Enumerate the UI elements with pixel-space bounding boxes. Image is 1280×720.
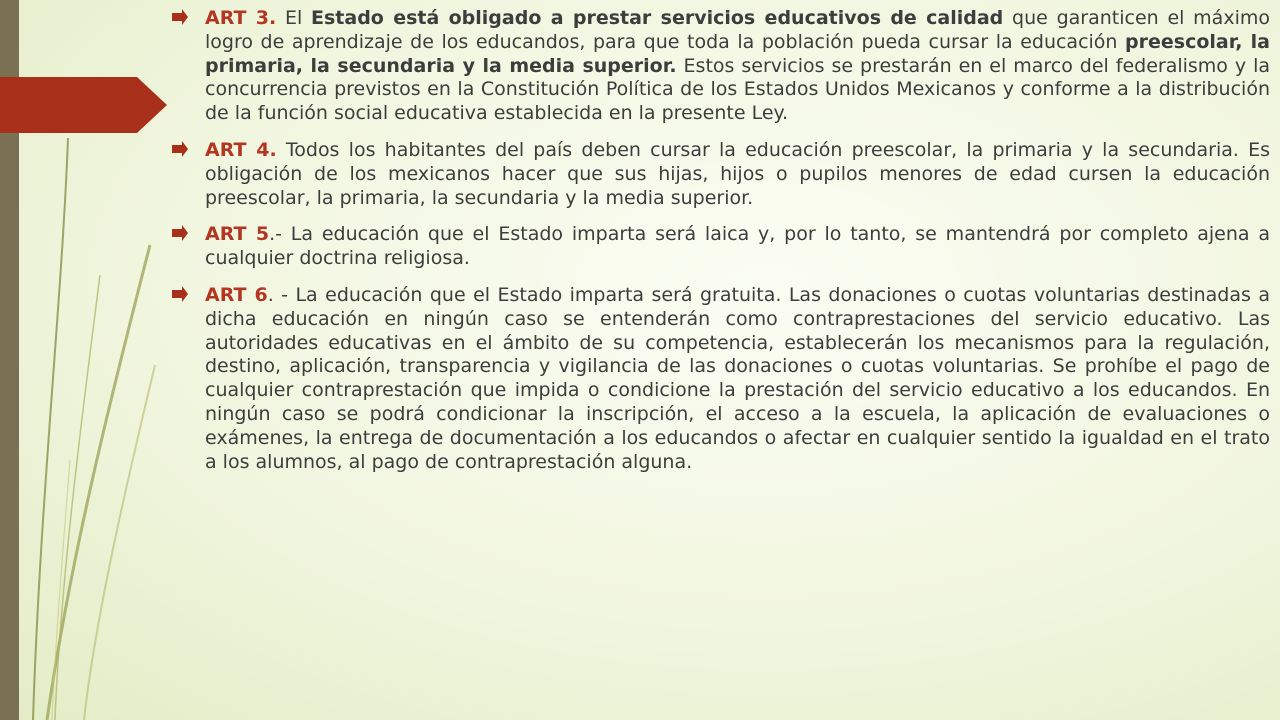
arrow-bullet-icon <box>172 225 188 241</box>
article-item <box>172 139 1270 210</box>
article-label: ART 3. <box>205 7 277 29</box>
article-body: que garanticen el máximo logro de aprendizaje de los educandos, para que toda la población pueda cursar la educación <box>205 7 1270 53</box>
articles-list <box>172 7 1270 474</box>
article-emphasis: Estado está obligado a prestar servicios educativos de calidad <box>311 7 1004 29</box>
decorative-strands <box>0 0 180 720</box>
article-body: .- La educación que el Estado imparta será laica y, por lo tanto, se mantendrá por completo ajena a cualquier doctrina religiosa. <box>205 223 1270 270</box>
arrow-bullet-icon <box>172 9 188 25</box>
article-text <box>205 7 1270 124</box>
article-body: El <box>276 7 312 29</box>
article-item <box>172 223 1270 271</box>
article-label: ART 4. <box>205 138 277 161</box>
article-item <box>172 284 1270 474</box>
arrow-bullet-icon <box>172 286 188 302</box>
article-body: Estos servicios se prestarán en el marco del federalismo y la concurrencia previstos en la Constitución Política de los Estados Unidos Mexicanos y conforme a la distribución de la función social educativa establecida en la presente Ley. <box>205 54 1270 125</box>
arrow-bullet-icon <box>172 141 188 157</box>
article-body: Todos los habitantes del país deben cursar la educación preescolar, la primaria y la secundaria. Es obligación de los mexicanos hacer que sus hijas, hijos o pupilos menores de edad cursen la educación preescolar, la primaria, la secundaria y la media superior. <box>205 138 1271 209</box>
article-text <box>205 284 1270 473</box>
article-label: ART 6 <box>205 283 268 306</box>
article-text <box>205 223 1270 269</box>
article-label: ART 5 <box>205 223 270 246</box>
article-text <box>205 139 1270 209</box>
article-body: . - La educación que el Estado imparta será gratuita. Las donaciones o cuotas voluntarias destinadas a dicha educación en ningún caso se entenderán como contraprestaciones del servicio educativo. Las autoridades educativas en el ámbito de su competencia, establecerán los mecanismos para la regulación, destino, aplicación, transparencia y vigilancia de las donaciones o cuotas voluntarias. Se prohíbe el pago de cualquier contraprestación que impida o condicione la prestación del servicio educativo a los educandos. En ningún caso se podrá condicionar la inscripción, el acceso a la escuela, la aplicación de evaluaciones o exámenes, la entrega de documentación a los educandos o afectar en cualquier sentido la igualdad en el trato a los alumnos, al pago de contraprestación alguna. <box>205 283 1270 473</box>
article-item <box>172 7 1270 126</box>
article-emphasis: preescolar, la primaria, la secundaria y la media superior. <box>205 30 1270 77</box>
